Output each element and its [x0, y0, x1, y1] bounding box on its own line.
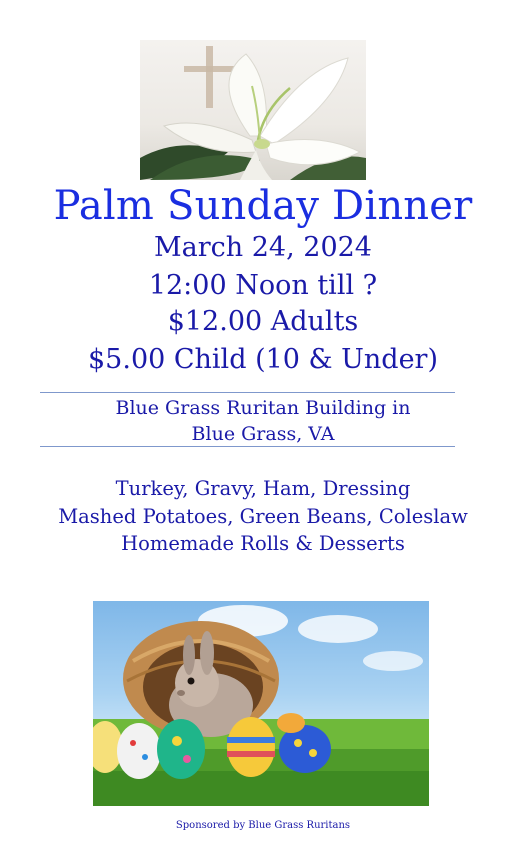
divider-bottom: [40, 446, 455, 447]
bunny-illustration: [93, 601, 429, 806]
location-line-2: Blue Grass, VA: [191, 423, 335, 445]
location-line-1: Blue Grass Ruritan Building in: [115, 397, 411, 419]
menu-line: Homemade Rolls & Desserts: [121, 532, 405, 555]
lily-cross-image: [140, 40, 366, 180]
page-title: Palm Sunday Dinner: [53, 183, 473, 229]
lily-illustration: [140, 40, 366, 180]
divider-top: [40, 392, 455, 393]
event-time: 12:00 Noon till ?: [148, 270, 378, 301]
price-child: $5.00 Child (10 & Under): [88, 344, 438, 375]
menu-line: Turkey, Gravy, Ham, Dressing: [115, 477, 411, 500]
bunny-basket-image: [93, 601, 429, 806]
sponsor-credit: Sponsored by Blue Grass Ruritans: [175, 820, 351, 831]
price-adults: $12.00 Adults: [167, 306, 359, 337]
event-date: March 24, 2024: [154, 232, 372, 263]
menu-line: Mashed Potatoes, Green Beans, Coleslaw: [58, 505, 468, 528]
